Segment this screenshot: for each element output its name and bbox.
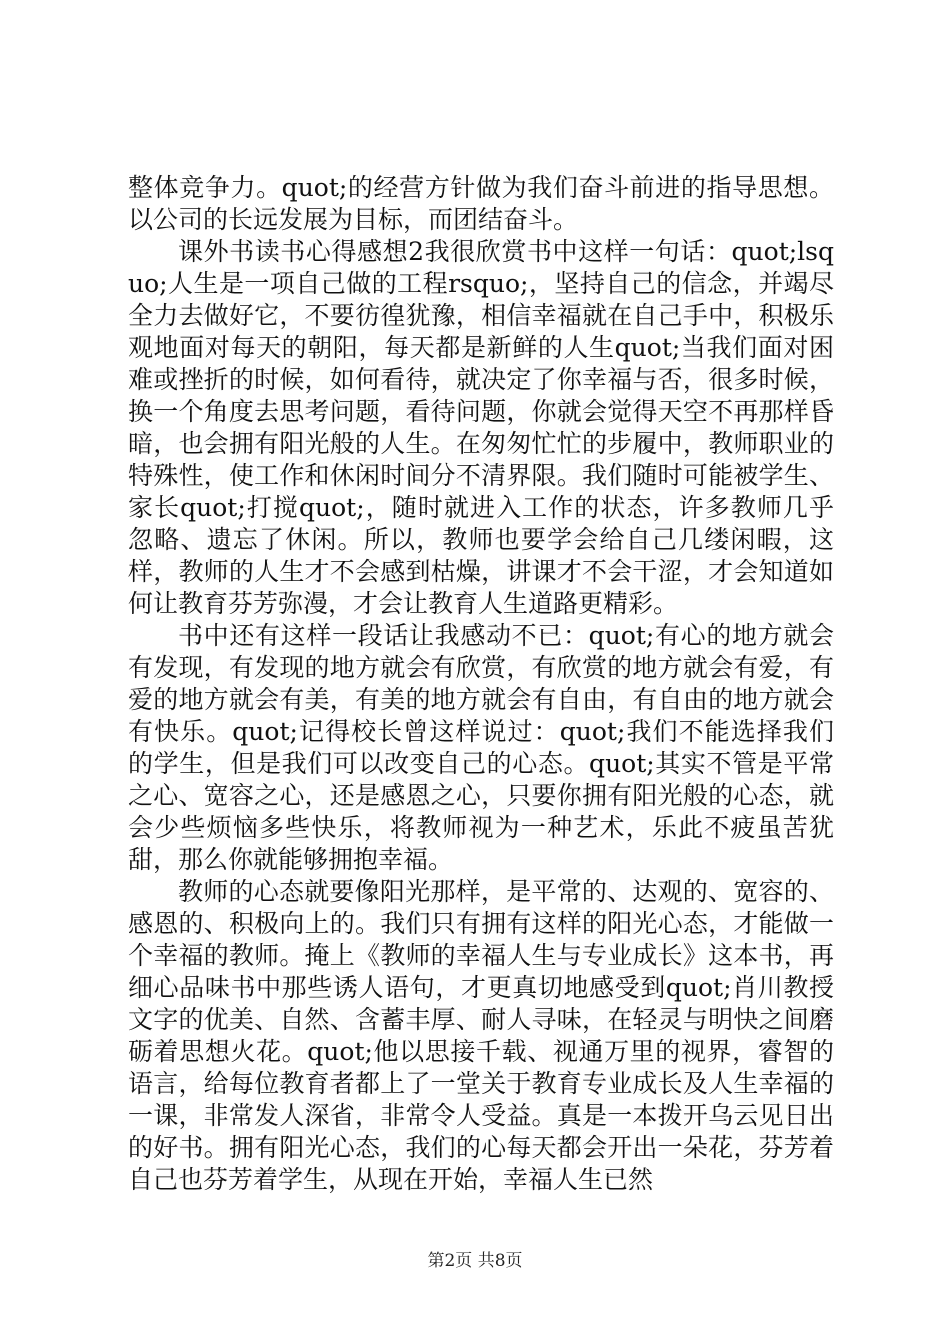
paragraph-continuation: 整体竞争力。quot;的经营方针做为我们奋斗前进的指导思想。以公司的长远发展为目标，而团结奋斗。 [128, 173, 834, 234]
paragraph-sunshine-attitude: 教师的心态就要像阳光那样，是平常的、达观的、宽容的、感恩的、积极向上的。我们只有拥有这样的阳光心态，才能做一个幸福的教师。掩上《教师的幸福人生与专业成长》这本书，再细心品味书中那些诱人语句，才更真切地感受到quot;肖川教授文字的优美、自然、含蓄丰厚、耐人寻味，在轻灵与明快之间磨砺着思想火花。quot;他以思接千载、视通万里的视界，睿智的语言，给每位教育者都上了一堂关于教育专业成长及人生幸福的一课，非常发人深省，非常令人受益。真是一本拨开乌云见日出的好书。拥有阳光心态，我们的心每天都会开出一朵花，芬芳着自己也芬芳着学生，从现在开始，幸福人生已然 [128, 877, 834, 1194]
page-number-footer: 第2页 共8页 [427, 1251, 523, 1271]
paragraph-quote: 书中还有这样一段话让我感动不已：quot;有心的地方就会有发现，有发现的地方就会有欣赏，有欣赏的地方就会有爱，有爱的地方就会有美，有美的地方就会有自由，有自由的地方就会有快乐。quot;记得校长曾这样说过：quot;我们不能选择我们的学生，但是我们可以改变自己的心态。quot;其实不管是平常之心、宽容之心，还是感恩之心，只要你拥有阳光般的心态，就会少些烦恼多些快乐，将教师视为一种艺术，乐此不疲虽苦犹甜，那么你就能够拥抱幸福。 [128, 621, 834, 874]
paragraph-reading-reflection: 课外书读书心得感想2我很欣赏书中这样一句话：quot;lsquo;人生是一项自己做的工程rsquo;，坚持自己的信念，并竭尽全力去做好它，不要彷徨犹豫，相信幸福就在自己手中，积极乐观地面对每天的朝阳，每天都是新鲜的人生quot;当我们面对困难或挫折的时候，如何看待，就决定了你幸福与否，很多时候，换一个角度去思考问题，看待问题，你就会觉得天空不再那样昏暗，也会拥有阳光般的人生。在匆匆忙忙的步履中，教师职业的特殊性，使工作和休闲时间分不清界限。我们随时可能被学生、家长quot;打搅quot;，随时就进入工作的状态，许多教师几乎忽略、遗忘了休闲。所以，教师也要学会给自己几缕闲暇，这样，教师的人生才不会感到枯燥，讲课才不会干涩，才会知道如何让教育芬芳弥漫，才会让教育人生道路更精彩。 [128, 237, 834, 618]
document-body [128, 172, 834, 1196]
